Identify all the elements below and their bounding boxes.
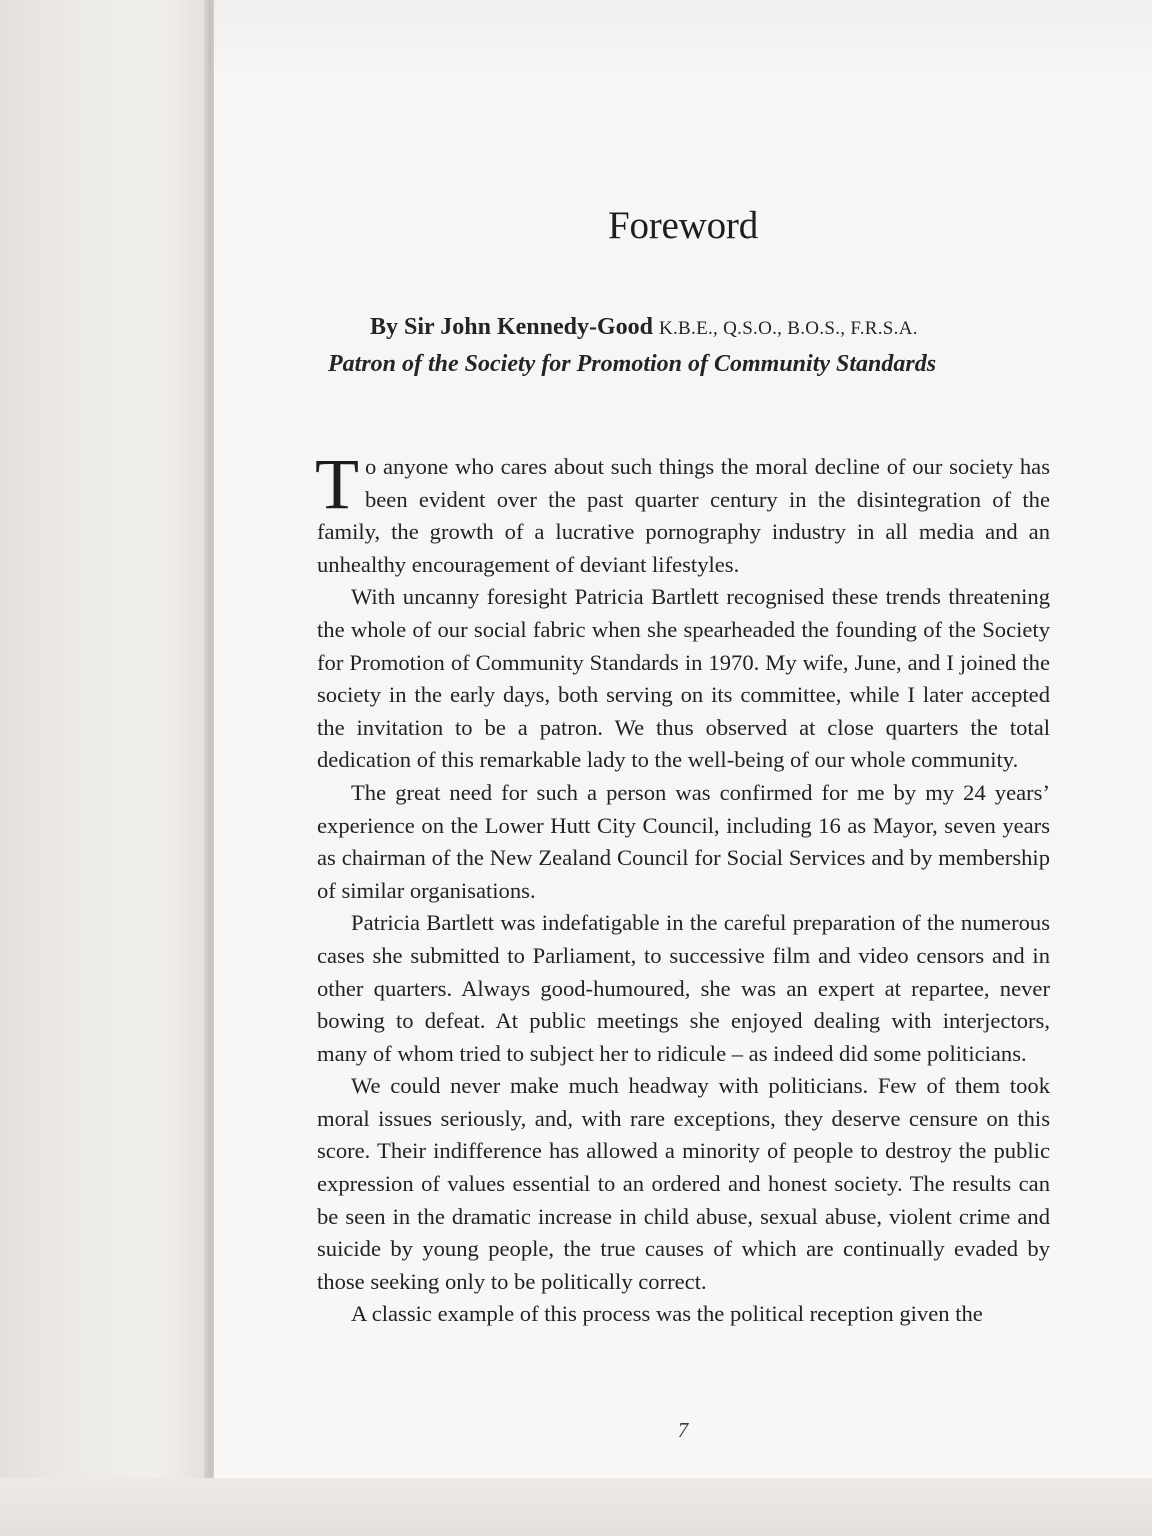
- author-name: By Sir John Kennedy-Good: [370, 314, 653, 340]
- paragraph-2: With uncanny foresight Patricia Bartlett recognised these trends threatening the whole of our social fabric when she spearheaded the founding of the Society for Promotion of Community Standards in 1970. My wife, June, and I joined the society in the early days, both serving on its committee, while I later accepted the invitation to be a patron. We thus observed at close quarters the total dedication of this remarkable lady to the well-being of our whole community.: [317, 584, 1050, 773]
- drop-cap: T: [315, 444, 359, 524]
- page-number: 7: [677, 1418, 689, 1442]
- page-title: Foreword: [607, 204, 759, 247]
- patron-line: Patron of the Society for Promotion of Community Standards: [328, 351, 937, 377]
- author-honours: K.B.E., Q.S.O., B.O.S., F.R.S.A.: [658, 318, 918, 339]
- paragraph-1: To anyone who cares about such things the moral decline of our society has been evident over the past quarter century in the disintegration of the family, the growth of a lucrative pornography industry in all media and an unhealthy encouragement of deviant lifestyles.: [315, 444, 1050, 577]
- paragraph-3: The great need for such a person was confirmed for me by my 24 years’ experience on the Lower Hutt City Council, including 16 as Mayor, seven years as chairman of the New Zealand Council for Social Services and by membership of similar organisations.: [317, 779, 1050, 903]
- surface-below-book: [0, 1478, 1152, 1536]
- foreword-body: [315, 444, 1050, 1331]
- paragraph-5: We could never make much headway with politicians. Few of them took moral issues seriously, and, with rare exceptions, they deserve censure on this score. Their indifference has allowed a minority of people to destroy the public expression of values essential to an ordered and honest society. The results can be seen in the dramatic increase in child abuse, sexual abuse, violent crime and suicide by young people, the true causes of which are continually evaded by those seeking only to be politically correct.: [317, 1073, 1050, 1294]
- author-byline: [370, 314, 1070, 341]
- paragraph-4: Patricia Bartlett was indefatigable in the careful preparation of the numerous cases she submitted to Parliament, to successive film and video censors and in other quarters. Always good-humoured, she was an expert at repartee, never bowing to defeat. At public meetings she enjoyed dealing with interjectors, many of whom tried to subject her to ridicule – as indeed did some politicians.: [317, 910, 1050, 1066]
- left-page: [0, 0, 212, 1536]
- paragraph-6: A classic example of this process was the political reception given the: [351, 1301, 983, 1327]
